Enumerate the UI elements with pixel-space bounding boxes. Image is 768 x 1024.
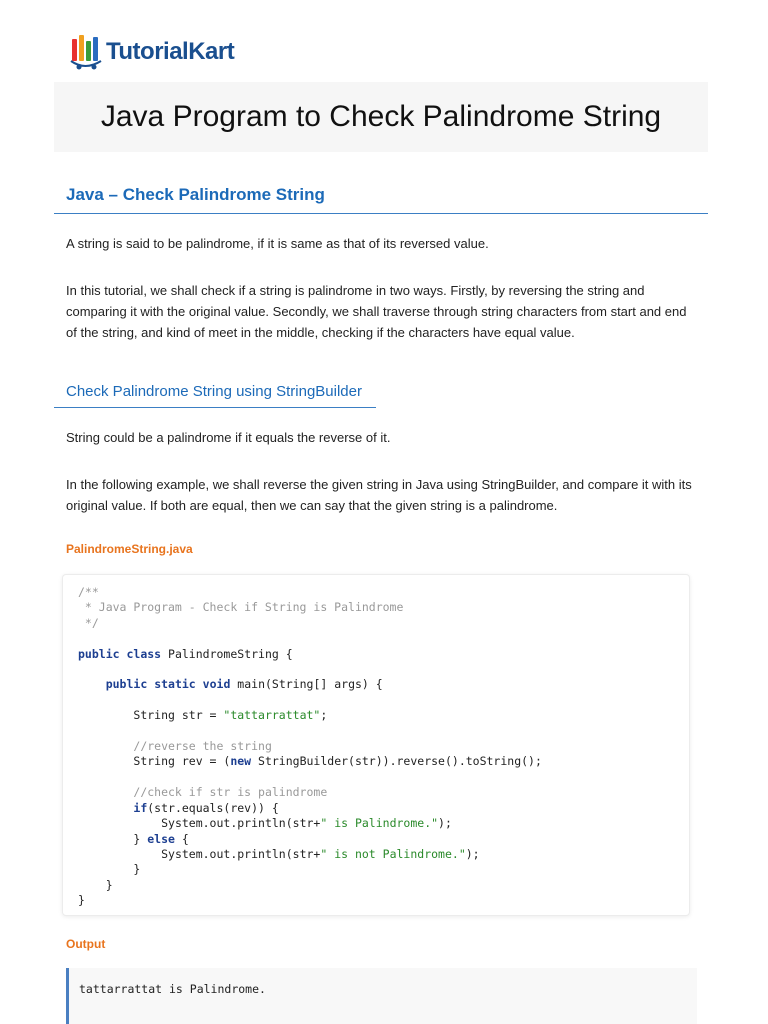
code-text: System.out.println(str+	[161, 816, 321, 831]
code-keyword: public	[105, 677, 148, 692]
code-text: StringBuilder(str)).reverse().toString();	[251, 754, 542, 769]
title-banner	[54, 82, 708, 152]
paragraph-definition: A string is said to be palindrome, if it is same as that of its reversed value.	[66, 236, 489, 251]
section-divider	[54, 213, 708, 214]
page-title: Java Program to Check Palindrome String	[100, 100, 662, 133]
code-text: String str =	[133, 708, 224, 723]
code-comment: */	[78, 615, 99, 630]
code-comment: //check if str is palindrome	[133, 785, 328, 800]
code-string: "tattarrattat"	[223, 708, 321, 723]
paragraph-example: In the following example, we shall reverse the given string in Java using StringBuilder, and compare it with its original value. If both are equal, then we can say that the given string is a palindrome.	[66, 477, 692, 513]
code-text: }	[133, 831, 148, 846]
code-text: }	[133, 862, 141, 877]
paragraph-condition: String could be a palindrome if it equals the reverse of it.	[66, 430, 391, 445]
code-keyword: new	[230, 754, 252, 769]
code-text: ;	[320, 708, 328, 723]
code-keyword: void	[202, 677, 231, 692]
code-comment: //reverse the string	[133, 739, 272, 754]
code-text: System.out.println(str+	[161, 846, 321, 861]
code-text: (str.equals(rev)) {	[147, 800, 279, 815]
code-keyword: public	[78, 646, 120, 661]
code-keyword: static	[154, 677, 196, 692]
output-block	[66, 968, 697, 1024]
code-keyword: else	[147, 831, 175, 846]
code-text: PalindromeString {	[161, 646, 293, 661]
code-string: " is Palindrome."	[320, 816, 439, 831]
logo-text: TutorialKart	[106, 38, 235, 65]
code-comment: * Java Program - Check if String is Palindrome	[78, 600, 404, 615]
code-file-label: PalindromeString.java	[66, 542, 193, 556]
code-listing	[78, 585, 542, 909]
code-keyword: class	[126, 646, 162, 661]
paragraph-intro: In this tutorial, we shall check if a string is palindrome in two ways. Firstly, by reversing the string and comparing it with the original value. Secondly, we shall traverse through string characters from start and end of the string, and kind of meet in the middle, checking if the characters have equal value.	[66, 283, 687, 340]
code-comment: /**	[78, 585, 99, 599]
code-text: );	[438, 816, 452, 831]
section-heading: Java – Check Palindrome String	[66, 185, 325, 204]
output-label: Output	[66, 937, 106, 951]
logo-bars-icon	[70, 33, 104, 71]
code-text: );	[465, 846, 480, 861]
site-logo[interactable]	[70, 32, 234, 72]
output-text: tattarrattat is Palindrome.	[79, 982, 266, 996]
subsection-heading: Check Palindrome String using StringBuilder	[66, 383, 362, 400]
code-text: }	[78, 893, 85, 908]
code-string: " is not Palindrome."	[320, 846, 466, 861]
code-text: {	[174, 831, 189, 846]
code-text: main(String[] args) {	[230, 677, 383, 692]
code-text: }	[105, 877, 113, 892]
code-text: String rev = (	[133, 754, 231, 769]
subsection-divider	[54, 407, 376, 408]
code-keyword: if	[133, 800, 148, 815]
